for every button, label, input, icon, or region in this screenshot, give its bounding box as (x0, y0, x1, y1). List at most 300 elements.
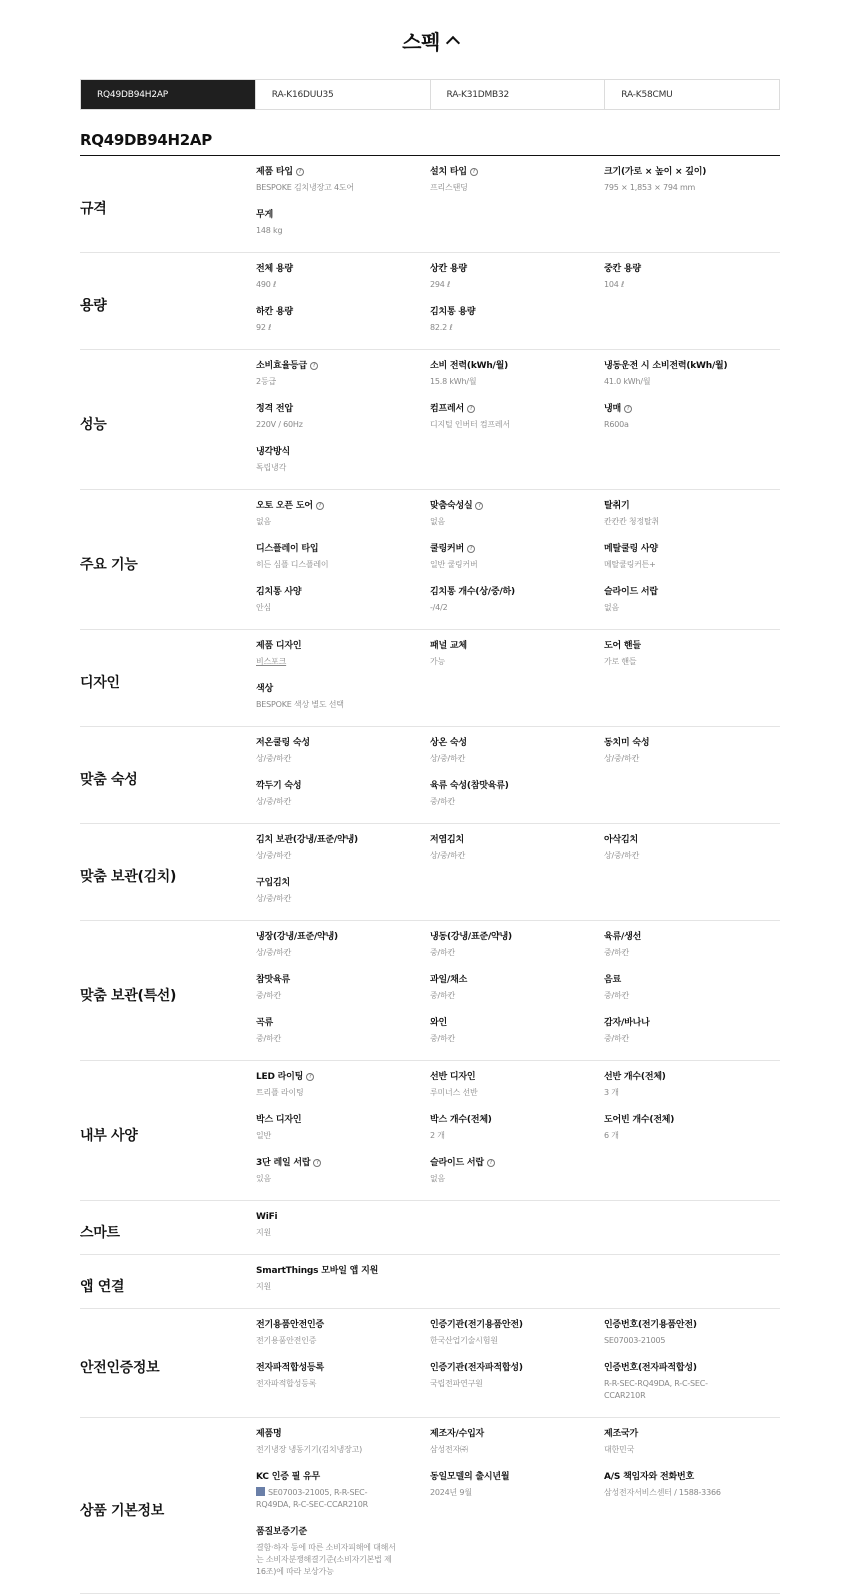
spec-value-row (604, 947, 780, 959)
spec-value: SE07003-21005 (604, 1336, 666, 1345)
spec-item (256, 1015, 430, 1058)
spec-value: 전기냉장 냉동기기(김치냉장고) (256, 1445, 363, 1454)
spec-label: 동치미 숙성 (604, 738, 650, 748)
info-icon[interactable]: ? (487, 1159, 495, 1167)
spec-label-row (256, 305, 430, 319)
spec-label: 곡류 (256, 1018, 273, 1028)
spec-label-row (430, 779, 604, 793)
tab-model[interactable]: RA-K31DMB32 (430, 80, 605, 109)
spec-grid (256, 1263, 780, 1308)
spec-value-row (256, 1087, 430, 1099)
spec-value: 3 개 (604, 1088, 619, 1097)
spec-label-row (604, 1361, 780, 1375)
spec-value: 중/하칸 (604, 948, 630, 957)
spec-item (256, 261, 430, 304)
spec-item (604, 261, 780, 304)
spec-value-row (256, 1033, 430, 1045)
spec-value-row (256, 990, 430, 1002)
spec-item (604, 584, 780, 627)
spec-section (80, 1255, 780, 1309)
spec-value-row (604, 1444, 744, 1456)
spec-grid (256, 638, 780, 726)
spec-label-row (604, 930, 780, 944)
spec-value: 상/중/하칸 (430, 851, 466, 860)
spec-item (604, 164, 780, 207)
spec-section (80, 1201, 780, 1255)
spec-value-row (256, 893, 430, 905)
spec-label-row (256, 1525, 430, 1539)
spec-item (604, 1069, 780, 1112)
spec-label-row (430, 1113, 604, 1127)
spec-grid (256, 735, 780, 823)
spec-header (80, 0, 780, 80)
spec-value-row (256, 1281, 430, 1293)
spec-value-row (256, 182, 430, 194)
spec-section (80, 156, 780, 253)
spec-label: 도어빈 개수(전체) (604, 1115, 675, 1125)
spec-value: 148 kg (256, 226, 283, 235)
spec-value: -/4/2 (430, 603, 448, 612)
spec-value-row (256, 850, 430, 862)
spec-label: 음료 (604, 975, 621, 985)
spec-label: 구입김치 (256, 878, 290, 888)
spec-value: 대한민국 (604, 1445, 635, 1454)
spec-label-row (430, 1361, 604, 1375)
spec-item (430, 1469, 604, 1524)
spec-label: 냉매 (604, 404, 621, 414)
spec-label: SmartThings 모바일 앱 지원 (256, 1266, 379, 1276)
spec-label: 참맛육류 (256, 975, 290, 985)
spec-label: 쿨링커버 (430, 544, 464, 554)
spec-label: 제품 타입 (256, 167, 293, 177)
spec-label: 와인 (430, 1018, 447, 1028)
spec-section (80, 490, 780, 630)
info-icon[interactable]: ? (310, 362, 318, 370)
spec-value-row (604, 753, 780, 765)
spec-grid (256, 498, 780, 629)
spec-label-row (604, 1016, 780, 1030)
spec-item (604, 1469, 780, 1524)
spec-label-row (256, 1210, 430, 1224)
spec-value: 삼성전자㈜ (430, 1445, 468, 1454)
info-icon[interactable]: ? (475, 502, 483, 510)
spec-item (430, 1112, 604, 1155)
spec-section (80, 824, 780, 921)
spec-value: 상/중/하칸 (256, 948, 292, 957)
spec-item (604, 929, 780, 972)
spec-label: 육류/생선 (604, 932, 642, 942)
spec-label-row (256, 930, 430, 944)
spec-value: 220V / 60Hz (256, 420, 303, 429)
spec-label: 무게 (256, 210, 273, 220)
spec-value: 중/하칸 (604, 991, 630, 1000)
spec-label: 감자/바나나 (604, 1018, 650, 1028)
spec-label: 도어 핸들 (604, 641, 641, 651)
spec-label-row (604, 402, 780, 416)
spec-value: 2등급 (256, 377, 276, 386)
spec-value-row (604, 376, 780, 388)
spec-sections (80, 156, 780, 1594)
spec-item (256, 1317, 430, 1360)
spec-value: 중/하칸 (256, 1034, 282, 1043)
spec-value-row (430, 1487, 570, 1499)
spec-value-row (604, 602, 780, 614)
spec-value: 92 ℓ (256, 323, 272, 332)
spec-value-row (604, 279, 780, 291)
spec-label-row (256, 262, 430, 276)
section-title: 안전인증정보 (80, 1360, 160, 1376)
spec-value: 없음 (430, 1174, 446, 1183)
spec-value: 중/하칸 (430, 991, 456, 1000)
spec-label-row (604, 542, 780, 556)
spec-value: 중/하칸 (430, 948, 456, 957)
spec-value: BESPOKE 색상 별도 선택 (256, 700, 344, 709)
spec-value: SE07003-21005, R-R-SEC-RQ49DA, R-C-SEC-CCAR210R (256, 1488, 369, 1509)
spec-value: 중/하칸 (604, 1034, 630, 1043)
spec-label-row (430, 402, 604, 416)
spec-value-row (430, 1335, 570, 1347)
spec-value: 히든 심플 디스플레이 (256, 560, 329, 569)
spec-label-row (256, 1264, 430, 1278)
info-icon[interactable]: ? (316, 502, 324, 510)
spec-value: 상/중/하칸 (430, 754, 466, 763)
spec-section (80, 921, 780, 1061)
spec-value: 가로 핸들 (604, 657, 637, 666)
spec-label-row (430, 973, 604, 987)
spec-label-row (604, 585, 780, 599)
spec-label-row (256, 445, 430, 459)
spec-label-row (604, 1427, 780, 1441)
spec-value-row[interactable] (256, 656, 430, 668)
spec-label-row (604, 1113, 780, 1127)
spec-value: 칸칸칸 청정탈취 (604, 517, 660, 526)
spec-item (256, 1112, 430, 1155)
spec-value-row (256, 753, 430, 765)
spec-item (430, 972, 604, 1015)
spec-label: 정격 전압 (256, 404, 293, 414)
spec-label: 박스 개수(전체) (430, 1115, 492, 1125)
section-title: 디자인 (80, 675, 120, 691)
spec-label-row (256, 779, 430, 793)
spec-section (80, 1061, 780, 1201)
spec-label: 인증기관(전자파적합성) (430, 1363, 523, 1373)
spec-label-row (256, 542, 430, 556)
info-icon[interactable]: ? (313, 1159, 321, 1167)
spec-label-row (256, 1427, 430, 1441)
spec-section (80, 253, 780, 350)
spec-value: 삼성전자서비스센터 / 1588-3366 (604, 1488, 721, 1497)
spec-value-row (430, 1130, 604, 1142)
spec-value: 한국산업기술시험원 (430, 1336, 498, 1345)
chevron-up-icon[interactable] (446, 36, 460, 50)
info-icon[interactable]: ? (467, 405, 475, 413)
spec-value: 15.8 kWh/월 (430, 377, 477, 386)
spec-label-row (604, 736, 780, 750)
spec-grid (256, 1317, 780, 1417)
section-title: 상품 기본정보 (80, 1502, 164, 1519)
spec-value: 상/중/하칸 (604, 851, 640, 860)
spec-item (604, 1112, 780, 1155)
spec-value: 중/하칸 (430, 1034, 456, 1043)
spec-item (256, 1360, 430, 1415)
spec-value: 6 개 (604, 1131, 619, 1140)
spec-value-row (256, 1130, 430, 1142)
spec-value-row (430, 322, 604, 334)
model-title: RQ49DB94H2AP (80, 131, 780, 156)
spec-grid (256, 261, 780, 349)
section-title: 규격 (80, 201, 107, 217)
info-icon[interactable]: ? (467, 545, 475, 553)
spec-item (604, 401, 780, 444)
kc-mark-icon (256, 1487, 265, 1496)
spec-label-row (604, 1070, 780, 1084)
spec-value-row (430, 559, 604, 571)
spec-label: 냉동(강냉/표준/약냉) (430, 932, 512, 942)
spec-label: 제조자/수입자 (430, 1429, 485, 1439)
spec-value: 결함·하자 등에 따른 소비자피해에 대해서는 소비자분쟁해결기준(소비자기본법 제16조)에 따라 보상가능 (256, 1543, 396, 1576)
spec-value: 지원 (256, 1282, 272, 1291)
spec-label-row (604, 499, 780, 513)
spec-item (430, 261, 604, 304)
spec-label: 탈취기 (604, 501, 630, 511)
spec-section (80, 630, 780, 727)
section-title: 맞춤 보관(김치) (80, 869, 177, 885)
spec-value-row (430, 1378, 570, 1390)
info-icon[interactable]: ? (470, 168, 478, 176)
spec-item (604, 832, 780, 875)
spec-value-row (604, 990, 780, 1002)
tab-model[interactable]: RA-K58CMU (604, 80, 779, 109)
spec-label-row (430, 165, 604, 179)
section-title: 스마트 (80, 1224, 120, 1241)
spec-grid (256, 1426, 780, 1593)
spec-value-row (430, 419, 604, 431)
spec-label-row (256, 208, 430, 222)
spec-label-row (430, 359, 604, 373)
spec-value: 안심 (256, 603, 272, 612)
spec-grid (256, 164, 780, 252)
spec-label-row (430, 1016, 604, 1030)
spec-label: KC 인증 필 유무 (256, 1472, 321, 1482)
spec-value: 상/중/하칸 (256, 754, 292, 763)
spec-value: 상/중/하칸 (256, 797, 292, 806)
spec-value: 일반 (256, 1131, 272, 1140)
spec-item (256, 832, 430, 875)
spec-grid (256, 1209, 780, 1254)
spec-value: 전자파적합성등록 (256, 1379, 317, 1388)
spec-value: 중/하칸 (256, 991, 282, 1000)
spec-value: 독립냉각 (256, 463, 287, 472)
spec-label-row (430, 1427, 604, 1441)
spec-label-row (604, 359, 780, 373)
spec-value-row (430, 1173, 604, 1185)
info-icon[interactable]: ? (296, 168, 304, 176)
spec-value-row (256, 602, 430, 614)
spec-value-row (604, 850, 780, 862)
spec-value: 있음 (256, 1174, 272, 1183)
spec-value: 중/하칸 (430, 797, 456, 806)
spec-item (430, 541, 604, 584)
spec-label-row (604, 973, 780, 987)
spec-label-row (430, 542, 604, 556)
spec-label-row (430, 1070, 604, 1084)
spec-label: 전자파적합성등록 (256, 1363, 324, 1373)
spec-label: 선반 개수(전체) (604, 1072, 666, 1082)
spec-label: 슬라이드 서랍 (430, 1158, 484, 1168)
spec-item (430, 1069, 604, 1112)
spec-value: 상/중/하칸 (256, 894, 292, 903)
spec-value: 104 ℓ (604, 280, 625, 289)
spec-value: 일반 쿨링커버 (430, 560, 478, 569)
spec-value-row (604, 419, 780, 431)
spec-value-row (256, 1444, 396, 1456)
spec-item (604, 735, 780, 778)
spec-label-row (604, 1470, 780, 1484)
spec-label-row (256, 1361, 430, 1375)
spec-value-row (430, 947, 604, 959)
spec-label-row (256, 1156, 430, 1170)
spec-label: 인증번호(전기용품안전) (604, 1320, 697, 1330)
spec-label-row (430, 305, 604, 319)
tab-model[interactable]: RA-K16DUU35 (255, 80, 430, 109)
spec-value-row (256, 1378, 396, 1390)
tab-model[interactable]: RQ49DB94H2AP (81, 80, 255, 109)
spec-value: 국립전파연구원 (430, 1379, 483, 1388)
spec-item (256, 681, 430, 724)
spec-item (256, 778, 430, 821)
spec-value-row (256, 462, 430, 474)
spec-value-row (256, 1173, 430, 1185)
section-title: 성능 (80, 416, 107, 433)
spec-item (256, 735, 430, 778)
spec-label-row (430, 639, 604, 653)
spec-label: 육류 숙성(참맛육류) (430, 781, 509, 791)
spec-value: 프리스탠딩 (430, 183, 468, 192)
spec-value: 2024년 9월 (430, 1488, 472, 1497)
spec-value: 트리플 라이팅 (256, 1088, 304, 1097)
spec-item (604, 1360, 780, 1415)
spec-value-row (256, 1542, 396, 1578)
spec-section (80, 350, 780, 490)
spec-value: 795 × 1,853 × 794 mm (604, 183, 696, 192)
spec-item (256, 304, 430, 347)
spec-label: 선반 디자인 (430, 1072, 476, 1082)
spec-label-row (604, 833, 780, 847)
spec-value-row (256, 559, 430, 571)
spec-label: 컴프레서 (430, 404, 464, 414)
spec-label-row (430, 1156, 604, 1170)
spec-item (256, 164, 430, 207)
spec-label: 하칸 용량 (256, 307, 293, 317)
spec-item (430, 584, 604, 627)
spec-section (80, 1309, 780, 1418)
info-icon[interactable]: ? (306, 1073, 314, 1081)
spec-label: 아삭김치 (604, 835, 638, 845)
spec-value-row (256, 225, 430, 237)
spec-label: 동일모델의 출시년월 (430, 1472, 510, 1482)
spec-section (80, 727, 780, 824)
spec-label-row (430, 499, 604, 513)
spec-item (256, 1155, 430, 1198)
spec-item (430, 832, 604, 875)
spec-label-row (430, 1318, 604, 1332)
spec-label: 김치통 사양 (256, 587, 302, 597)
spec-item (430, 1360, 604, 1415)
spec-value: 41.0 kWh/월 (604, 377, 651, 386)
spec-label-row (430, 736, 604, 750)
spec-label: 인증기관(전기용품안전) (430, 1320, 523, 1330)
spec-label-row (430, 262, 604, 276)
spec-label: 냉장(강냉/표준/약냉) (256, 932, 338, 942)
spec-label-row (604, 639, 780, 653)
spec-grid (256, 358, 780, 489)
spec-label: 슬라이드 서랍 (604, 587, 658, 597)
spec-value: 없음 (604, 603, 620, 612)
spec-label: LED 라이팅 (256, 1072, 304, 1082)
spec-item (256, 498, 430, 541)
spec-item (256, 444, 430, 487)
section-title: 용량 (80, 298, 107, 314)
spec-item (256, 401, 430, 444)
info-icon[interactable]: ? (624, 405, 632, 413)
spec-label-row (256, 639, 430, 653)
section-title: 내부 사양 (80, 1127, 138, 1144)
spec-value-row (256, 376, 430, 388)
section-title: 맞춤 숙성 (80, 772, 138, 788)
spec-value-row (604, 1087, 780, 1099)
spec-label: 오토 오픈 도어 (256, 501, 313, 511)
spec-value-row (256, 947, 430, 959)
spec-value: R-R-SEC-RQ49DA, R-C-SEC-CCAR210R (604, 1379, 708, 1400)
spec-value-row (256, 419, 430, 431)
spec-item (430, 1317, 604, 1360)
spec-value-row (604, 1335, 744, 1347)
spec-label-row (256, 682, 430, 696)
spec-item (604, 1015, 780, 1058)
spec-label-row (430, 833, 604, 847)
spec-value-row (256, 1487, 396, 1511)
spec-label-row (256, 1470, 430, 1484)
spec-value-row (430, 1444, 570, 1456)
spec-item (256, 972, 430, 1015)
spec-label: 크기(가로 × 높이 × 깊이) (604, 167, 707, 177)
spec-item (256, 638, 430, 681)
spec-item (430, 498, 604, 541)
spec-value: 비스포크 (256, 657, 287, 666)
spec-item (430, 778, 604, 821)
spec-label-row (256, 973, 430, 987)
spec-label: 냉동운전 시 소비전력(kWh/월) (604, 361, 728, 371)
spec-label-row (604, 262, 780, 276)
spec-item (430, 638, 604, 681)
spec-label: 냉각방식 (256, 447, 290, 457)
spec-value: 메탈쿨링커튼+ (604, 560, 656, 569)
spec-label: 과일/채소 (430, 975, 468, 985)
spec-label-row (430, 1470, 604, 1484)
spec-value-row (430, 1033, 604, 1045)
spec-label-row (256, 1016, 430, 1030)
spec-label: 소비 전력(kWh/월) (430, 361, 509, 371)
spec-label: 김치통 개수(상/중/하) (430, 587, 515, 597)
spec-value-row (430, 376, 604, 388)
spec-label: 인증번호(전자파적합성) (604, 1363, 697, 1373)
spec-label: 박스 디자인 (256, 1115, 302, 1125)
spec-value: R600a (604, 420, 629, 429)
spec-item (430, 304, 604, 347)
spec-label: 제품 디자인 (256, 641, 302, 651)
spec-item (256, 1263, 430, 1306)
spec-item (256, 358, 430, 401)
